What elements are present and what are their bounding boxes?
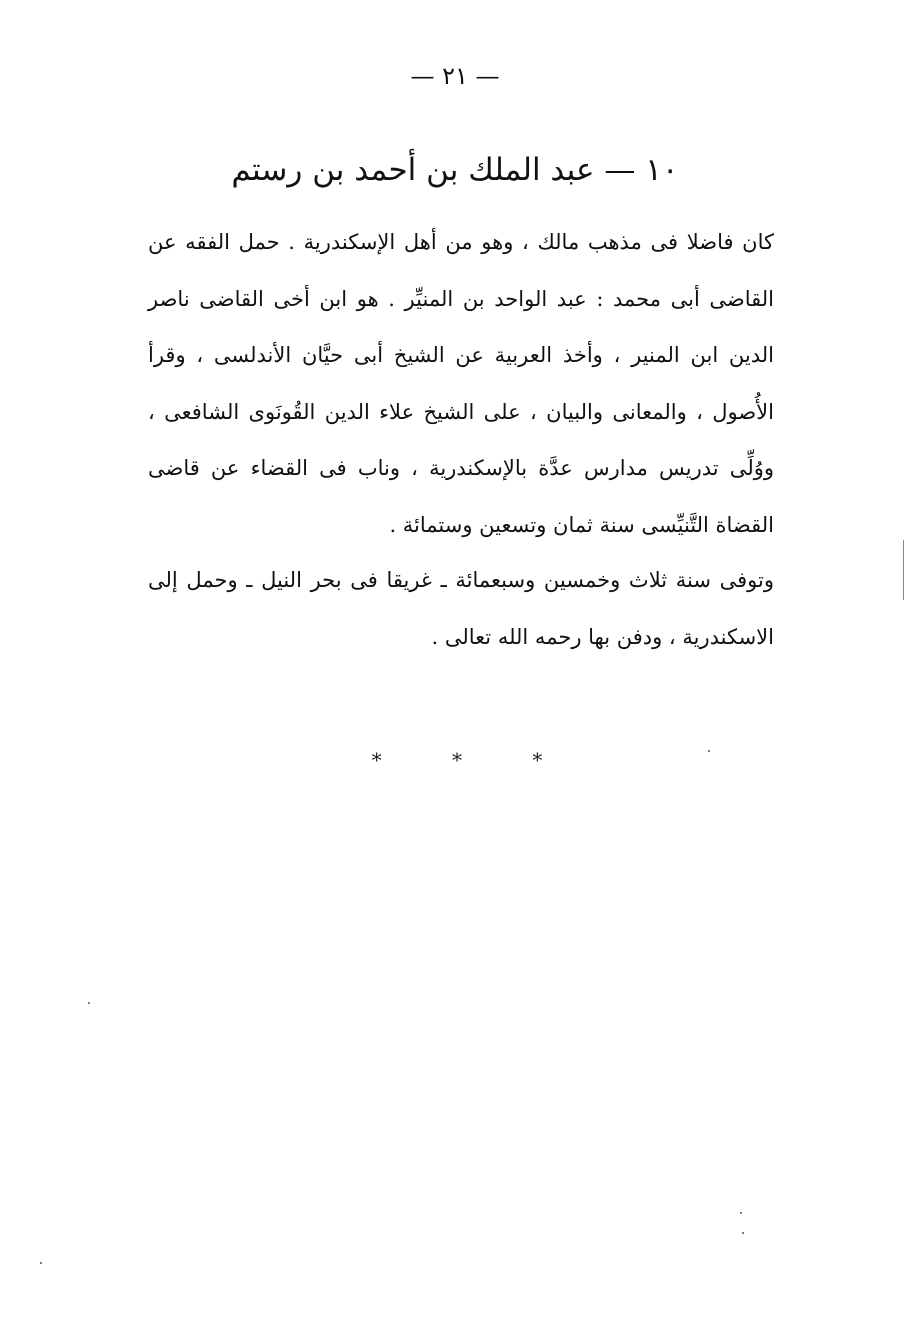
scan-speck (742, 1232, 744, 1234)
biography-paragraph: كان فاضلا فى مذهب مالك ، وهو من أهل الإسكندرية . حمل الفقه عن القاضى أبى محمد : عبد الواحد بن المنيِّر . هو ابن أخى القاضى ناصر الدين ابن المنير ، وأخذ العربية عن الشيخ أبى حيَّان الأندلسى ، وقرأ الأُصول ، والمعانى والبيان ، على الشيخ علاء الدين القُونَوى الشافعى ، ووُلِّى تدريس مدارس عدَّة بالإسكندرية ، وناب فى القضاء عن قاضى القضاة التَّنيِّسى سنة ثمان وتسعين وستمائة . (148, 230, 774, 537)
section-end-asterisks: * * * (371, 748, 575, 772)
scan-speck (40, 1262, 42, 1264)
page-number: — ٢١ — (410, 62, 500, 90)
scan-edge-line (903, 540, 904, 600)
death-paragraph: وتوفى سنة ثلاث وخمسين وسبعمائة ـ غريقا فى بحر النيل ـ وحمل إلى الاسكندرية ، ودفن بها رحمه الله تعالى . (148, 568, 774, 649)
scan-speck (740, 1212, 742, 1214)
scan-speck (708, 750, 710, 752)
scan-speck (88, 1002, 90, 1004)
entry-title: ١٠ — عبد الملك بن أحمد بن رستم (231, 152, 679, 188)
